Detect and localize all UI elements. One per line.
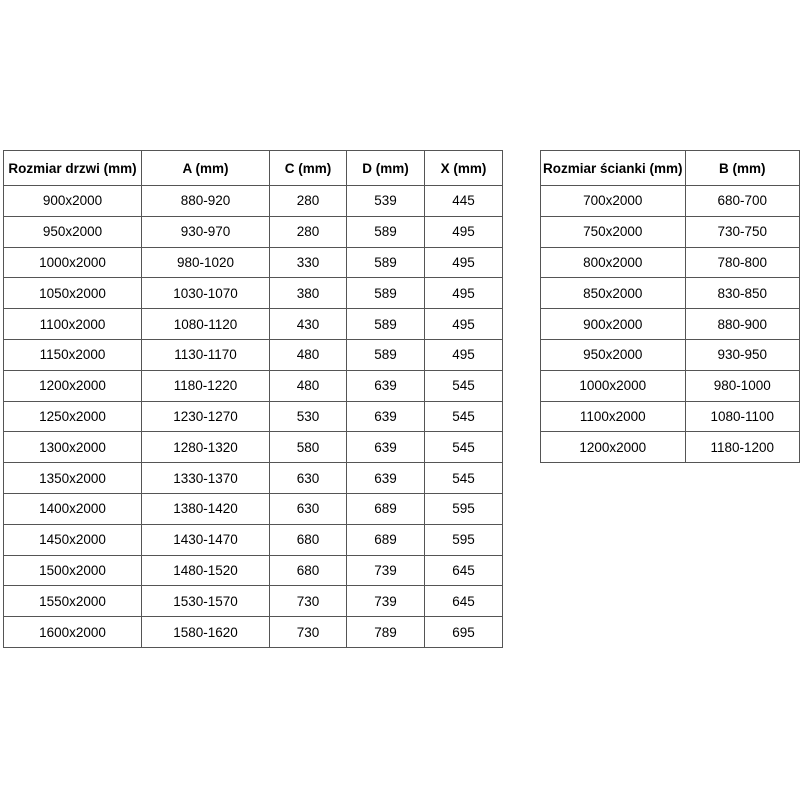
table-cell: 1100x2000 bbox=[541, 401, 686, 432]
table-row bbox=[541, 216, 800, 247]
table-cell: 1400x2000 bbox=[4, 493, 142, 524]
table-cell: 1300x2000 bbox=[4, 432, 142, 463]
table-row bbox=[4, 432, 503, 463]
table-cell: 930-970 bbox=[142, 216, 270, 247]
table-cell: 730 bbox=[270, 617, 347, 648]
table-cell: 980-1020 bbox=[142, 247, 270, 278]
table-cell: 280 bbox=[270, 216, 347, 247]
table-row bbox=[4, 586, 503, 617]
table-row bbox=[4, 186, 503, 217]
table-cell: 1230-1270 bbox=[142, 401, 270, 432]
table-cell: 530 bbox=[270, 401, 347, 432]
table-row bbox=[541, 247, 800, 278]
table-cell: 589 bbox=[347, 278, 425, 309]
table-cell: 700x2000 bbox=[541, 186, 686, 217]
table-row bbox=[4, 339, 503, 370]
table-cell: 430 bbox=[270, 309, 347, 340]
table-cell: 900x2000 bbox=[541, 309, 686, 340]
table-cell: 930-950 bbox=[685, 339, 799, 370]
table-row bbox=[4, 617, 503, 648]
table-row bbox=[541, 401, 800, 432]
doors-table-body bbox=[4, 186, 503, 648]
table-cell: 639 bbox=[347, 463, 425, 494]
table-cell: 645 bbox=[425, 555, 503, 586]
table-cell: 1600x2000 bbox=[4, 617, 142, 648]
table-cell: 545 bbox=[425, 401, 503, 432]
table-cell: 545 bbox=[425, 432, 503, 463]
table-cell: 1250x2000 bbox=[4, 401, 142, 432]
table-cell: 545 bbox=[425, 463, 503, 494]
table-cell: 1580-1620 bbox=[142, 617, 270, 648]
table-cell: 1450x2000 bbox=[4, 524, 142, 555]
table-cell: 1430-1470 bbox=[142, 524, 270, 555]
table-cell: 950x2000 bbox=[4, 216, 142, 247]
table-cell: 689 bbox=[347, 493, 425, 524]
walls-table-body bbox=[541, 186, 800, 463]
table-cell: 1200x2000 bbox=[4, 370, 142, 401]
doors-table-header-row bbox=[4, 151, 503, 186]
table-row bbox=[541, 278, 800, 309]
table-cell: 589 bbox=[347, 216, 425, 247]
table-cell: 1530-1570 bbox=[142, 586, 270, 617]
table-cell: 739 bbox=[347, 555, 425, 586]
table-cell: 1130-1170 bbox=[142, 339, 270, 370]
column-header: A (mm) bbox=[142, 151, 270, 186]
table-cell: 639 bbox=[347, 370, 425, 401]
table-row bbox=[4, 309, 503, 340]
table-cell: 639 bbox=[347, 432, 425, 463]
table-cell: 539 bbox=[347, 186, 425, 217]
table-cell: 495 bbox=[425, 309, 503, 340]
table-cell: 645 bbox=[425, 586, 503, 617]
table-cell: 1080-1120 bbox=[142, 309, 270, 340]
table-cell: 1000x2000 bbox=[541, 370, 686, 401]
table-cell: 730 bbox=[270, 586, 347, 617]
column-header: D (mm) bbox=[347, 151, 425, 186]
column-header: Rozmiar drzwi (mm) bbox=[4, 151, 142, 186]
table-cell: 980-1000 bbox=[685, 370, 799, 401]
column-header: X (mm) bbox=[425, 151, 503, 186]
table-row bbox=[541, 309, 800, 340]
table-cell: 580 bbox=[270, 432, 347, 463]
column-header: C (mm) bbox=[270, 151, 347, 186]
table-row bbox=[4, 247, 503, 278]
table-cell: 1030-1070 bbox=[142, 278, 270, 309]
table-cell: 1180-1220 bbox=[142, 370, 270, 401]
table-row bbox=[4, 216, 503, 247]
table-cell: 750x2000 bbox=[541, 216, 686, 247]
table-row bbox=[4, 555, 503, 586]
walls-table-header-row bbox=[541, 151, 800, 186]
table-row bbox=[541, 432, 800, 463]
table-cell: 1150x2000 bbox=[4, 339, 142, 370]
table-cell: 680 bbox=[270, 524, 347, 555]
table-cell: 880-920 bbox=[142, 186, 270, 217]
table-cell: 495 bbox=[425, 278, 503, 309]
table-cell: 1380-1420 bbox=[142, 493, 270, 524]
table-row bbox=[4, 401, 503, 432]
table-row bbox=[4, 278, 503, 309]
table-cell: 780-800 bbox=[685, 247, 799, 278]
table-cell: 630 bbox=[270, 493, 347, 524]
column-header: Rozmiar ścianki (mm) bbox=[541, 151, 686, 186]
table-cell: 1330-1370 bbox=[142, 463, 270, 494]
table-cell: 880-900 bbox=[685, 309, 799, 340]
table-cell: 900x2000 bbox=[4, 186, 142, 217]
table-cell: 330 bbox=[270, 247, 347, 278]
table-cell: 595 bbox=[425, 493, 503, 524]
table-cell: 495 bbox=[425, 247, 503, 278]
table-row bbox=[541, 339, 800, 370]
column-header: B (mm) bbox=[685, 151, 799, 186]
table-row bbox=[4, 370, 503, 401]
table-cell: 1000x2000 bbox=[4, 247, 142, 278]
table-row bbox=[541, 186, 800, 217]
table-cell: 680 bbox=[270, 555, 347, 586]
table-cell: 1280-1320 bbox=[142, 432, 270, 463]
table-cell: 589 bbox=[347, 339, 425, 370]
table-cell: 1100x2000 bbox=[4, 309, 142, 340]
table-cell: 1180-1200 bbox=[685, 432, 799, 463]
table-cell: 739 bbox=[347, 586, 425, 617]
table-cell: 680-700 bbox=[685, 186, 799, 217]
table-cell: 445 bbox=[425, 186, 503, 217]
table-cell: 480 bbox=[270, 370, 347, 401]
table-cell: 480 bbox=[270, 339, 347, 370]
table-cell: 800x2000 bbox=[541, 247, 686, 278]
table-cell: 1080-1100 bbox=[685, 401, 799, 432]
table-cell: 1480-1520 bbox=[142, 555, 270, 586]
doors-table bbox=[3, 150, 503, 648]
table-cell: 630 bbox=[270, 463, 347, 494]
table-cell: 695 bbox=[425, 617, 503, 648]
table-row bbox=[4, 493, 503, 524]
table-row bbox=[4, 463, 503, 494]
table-cell: 830-850 bbox=[685, 278, 799, 309]
table-cell: 689 bbox=[347, 524, 425, 555]
table-cell: 950x2000 bbox=[541, 339, 686, 370]
table-cell: 595 bbox=[425, 524, 503, 555]
table-cell: 1200x2000 bbox=[541, 432, 686, 463]
table-cell: 1550x2000 bbox=[4, 586, 142, 617]
table-cell: 789 bbox=[347, 617, 425, 648]
table-cell: 495 bbox=[425, 216, 503, 247]
table-cell: 495 bbox=[425, 339, 503, 370]
table-cell: 280 bbox=[270, 186, 347, 217]
table-cell: 639 bbox=[347, 401, 425, 432]
walls-table bbox=[540, 150, 800, 463]
table-row bbox=[4, 524, 503, 555]
table-row bbox=[541, 370, 800, 401]
table-cell: 730-750 bbox=[685, 216, 799, 247]
table-cell: 589 bbox=[347, 309, 425, 340]
table-cell: 1050x2000 bbox=[4, 278, 142, 309]
table-cell: 1500x2000 bbox=[4, 555, 142, 586]
table-cell: 850x2000 bbox=[541, 278, 686, 309]
table-cell: 545 bbox=[425, 370, 503, 401]
table-cell: 1350x2000 bbox=[4, 463, 142, 494]
table-cell: 589 bbox=[347, 247, 425, 278]
table-cell: 380 bbox=[270, 278, 347, 309]
